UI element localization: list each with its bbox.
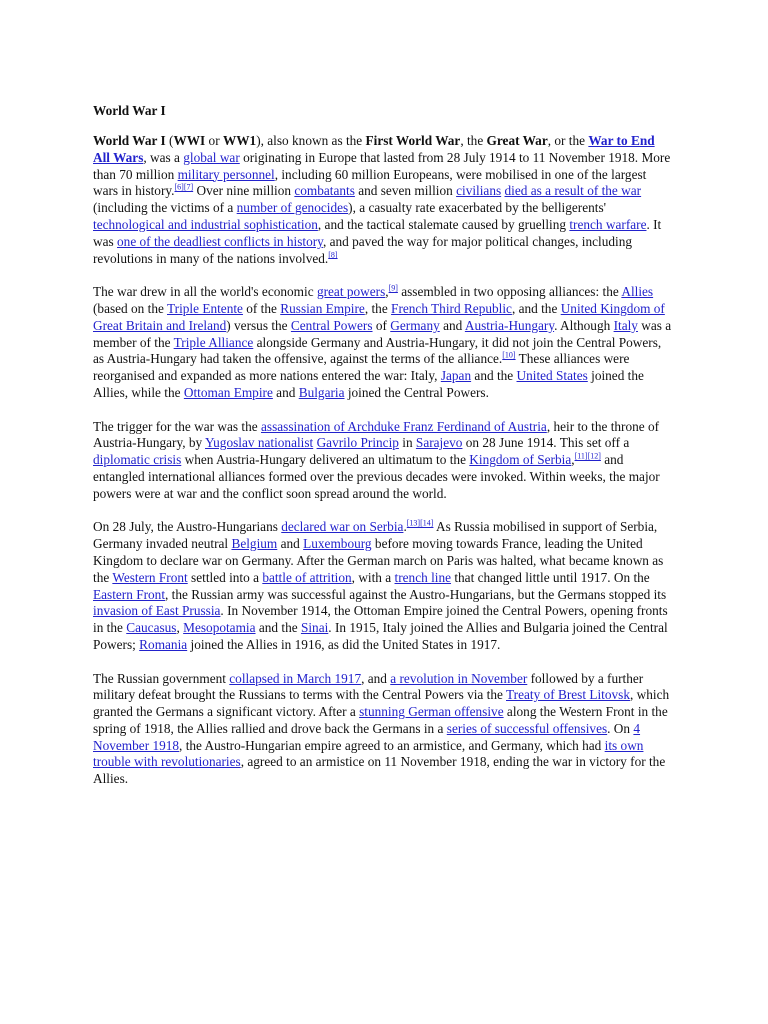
article-link[interactable]: trench warfare xyxy=(569,216,647,232)
text-run: . In November 1914, the Ottoman Empire joined the Central Powers, opening fronts in the xyxy=(93,603,668,636)
article-link[interactable]: stunning German offensive xyxy=(359,704,504,720)
text-run: assembled in two opposing alliances: the xyxy=(397,284,622,300)
text-run: On 28 July, the Austro-Hungarians xyxy=(93,519,282,535)
text-run: ), also known as the xyxy=(256,133,366,148)
text-run: , and the xyxy=(511,300,561,316)
article-link[interactable]: great powers xyxy=(316,284,386,300)
citation-ref xyxy=(575,452,601,461)
article-link[interactable]: Kingdom of Serbia xyxy=(469,452,572,468)
article-link[interactable]: Austria-Hungary xyxy=(464,317,555,333)
text-run: , heir to the throne of Austria-Hungary, by xyxy=(93,418,660,451)
article-link[interactable]: assassination of Archduke Franz Ferdinand of Austria xyxy=(261,418,547,434)
text-run: and xyxy=(277,536,304,552)
text-run: , and paved the way for major political changes, including revolutions in many of the nations involved. xyxy=(93,233,633,266)
bold-term: World War I xyxy=(93,133,166,148)
text-run: and xyxy=(439,317,465,333)
article-link[interactable]: 4 November 1918 xyxy=(93,720,641,753)
article-link[interactable]: Treaty of Brest Litovsk xyxy=(506,687,630,703)
article-link[interactable]: Bulgaria xyxy=(298,384,345,400)
bold-term: First World War xyxy=(365,133,461,148)
article-link[interactable]: Ottoman Empire xyxy=(183,384,273,400)
citation-link[interactable]: [8] xyxy=(328,250,338,260)
article-link[interactable]: military personnel xyxy=(177,166,275,182)
article-link[interactable]: its own trouble with revolutionaries xyxy=(93,737,644,770)
article-link[interactable]: French Third Republic xyxy=(391,300,512,316)
article-link[interactable]: Allies xyxy=(621,284,654,300)
article-link[interactable]: Mesopotamia xyxy=(183,620,256,636)
text-run: , the xyxy=(460,133,487,148)
article-link[interactable]: technological and industrial sophistication xyxy=(93,216,318,232)
article-link[interactable]: Western Front xyxy=(112,569,188,585)
text-run: and the xyxy=(255,620,301,636)
article-link[interactable]: combatants xyxy=(294,183,355,199)
text-run: settled into a xyxy=(187,569,263,585)
article-link[interactable]: Central Powers xyxy=(290,317,373,333)
text-run: and xyxy=(272,384,299,400)
text-run: , the Russian army was successful against the Austro-Hungarians, but the Germans stopped its xyxy=(165,586,667,602)
article-link[interactable]: Sarajevo xyxy=(415,435,463,451)
text-run: , which granted the Germans a significant victory. After a xyxy=(93,687,670,720)
text-run: As Russia mobilised in support of Serbia, Germany invaded neutral xyxy=(93,519,658,552)
article-link[interactable]: United Kingdom of Great Britain and Ireland xyxy=(93,300,665,333)
citation-link[interactable]: [10] xyxy=(502,350,516,360)
text-run: joined the Central Powers. xyxy=(344,384,489,400)
article-link[interactable]: Romania xyxy=(139,636,188,652)
article-link[interactable]: War to End All Wars xyxy=(93,133,655,165)
text-run: of xyxy=(372,317,391,333)
text-run: (based on the xyxy=(93,300,167,316)
article-link[interactable]: died as a result of the war xyxy=(504,183,642,199)
document-body xyxy=(93,133,673,788)
article-link[interactable]: Luxembourg xyxy=(303,536,372,552)
text-run: when Austria-Hungary delivered an ultimatum to the xyxy=(181,452,470,468)
article-link[interactable]: Italy xyxy=(613,317,638,333)
article-link[interactable]: a revolution in November xyxy=(390,670,528,686)
text-run: followed by a further military defeat brought the Russians to terms with the Central Powers via the xyxy=(93,670,644,703)
text-run: originating in Europe that lasted from 28 July 1914 to 11 November 1918. More than 70 million xyxy=(93,149,671,182)
text-run: or xyxy=(205,133,223,148)
article-link[interactable]: Japan xyxy=(440,368,472,384)
text-run: , xyxy=(571,452,575,468)
article-link[interactable]: declared war on Serbia xyxy=(281,519,404,535)
bold-term: Great War xyxy=(486,133,548,148)
article-link[interactable]: trench line xyxy=(394,569,452,585)
text-run: in xyxy=(398,435,416,451)
article-link[interactable]: Caucasus xyxy=(126,620,177,636)
article-link[interactable]: number of genocides xyxy=(236,200,349,216)
text-run: , and xyxy=(361,670,391,686)
text-run: along the Western Front in the spring of 1918, the Allies rallied and drove back the Germans in a xyxy=(93,704,668,736)
article-link[interactable]: Sinai xyxy=(300,620,329,636)
text-run: and entangled international alliances formed over the previous decades were invoked. Within weeks, the major powers were at war and the conflict soon spread around the world. xyxy=(93,452,660,501)
text-run: was a member of the xyxy=(93,317,672,350)
text-run: ( xyxy=(165,133,174,148)
text-run: before moving towards France, leading the United Kingdom to declare war on Germany. After the German march on Paris was halted, what became known as the xyxy=(93,536,664,585)
text-run: , xyxy=(385,284,389,300)
text-run: , including 60 million Europeans, were mobilised in one of the largest wars in history. xyxy=(93,166,647,199)
article-link[interactable]: Eastern Front xyxy=(93,586,166,602)
article-link[interactable]: Russian Empire xyxy=(280,300,365,316)
text-run: , the Austro-Hungarian empire agreed to an armistice, and Germany, which had xyxy=(179,737,605,753)
text-run: The trigger for the war was the xyxy=(93,418,261,434)
bold-term: WWI xyxy=(173,133,206,148)
text-run: These alliances were reorganised and expanded as more nations entered the war: Italy, xyxy=(93,351,630,384)
text-run: The war drew in all the world's economic xyxy=(93,284,317,300)
paragraph-3 xyxy=(93,419,673,503)
text-run: on 28 June 1914. This set off a xyxy=(462,435,630,451)
text-run: , and the tactical stalemate caused by gruelling xyxy=(317,216,570,232)
text-run: , xyxy=(176,620,184,636)
article-link[interactable]: Gavrilo Princip xyxy=(316,435,399,451)
text-run: (including the victims of a xyxy=(93,200,237,216)
article-link[interactable]: civilians xyxy=(456,183,502,199)
text-run: . xyxy=(403,519,407,535)
citation-ref xyxy=(328,250,337,259)
text-run: that changed little until 1917. On the xyxy=(451,569,650,585)
text-run: The Russian government xyxy=(93,670,230,686)
article-link[interactable]: Germany xyxy=(390,317,440,333)
citation-ref xyxy=(407,519,434,528)
paragraph-2 xyxy=(93,284,673,402)
text-run: and seven million xyxy=(354,183,457,199)
text-run: alongside Germany and Austria-Hungary, it did not join the Central Powers, as Austria-Hungary had taken the offensive, against the terms of the alliance. xyxy=(93,334,662,367)
text-run: , the xyxy=(364,300,392,316)
text-run: ) versus the xyxy=(226,317,291,333)
citation-ref xyxy=(389,284,398,293)
text-run: . In 1915, Italy joined the Allies and Bulgaria joined the Central Powers; xyxy=(93,620,668,652)
text-run: of the xyxy=(242,300,281,316)
article-link[interactable]: battle of attrition xyxy=(262,569,352,585)
text-run: , was a xyxy=(143,149,184,165)
text-run: joined the Allies in 1916, as did the United States in 1917. xyxy=(187,636,501,652)
document-page xyxy=(93,102,673,805)
citation-link[interactable]: [13][14] xyxy=(406,518,434,528)
article-link[interactable]: Triple Alliance xyxy=(173,334,254,350)
article-link[interactable]: United States xyxy=(516,368,588,384)
document-title: World War I xyxy=(93,103,166,118)
text-run: , with a xyxy=(351,569,395,585)
citation-link[interactable]: [11][12] xyxy=(574,451,601,461)
paragraph-4 xyxy=(93,519,673,653)
article-link[interactable]: collapsed in March 1917 xyxy=(229,670,362,686)
text-run: . It was xyxy=(93,216,662,249)
citation-ref xyxy=(175,183,194,192)
bold-term: WW1 xyxy=(222,133,257,148)
article-link[interactable]: global war xyxy=(183,149,240,165)
article-link[interactable]: one of the deadliest conflicts in history xyxy=(117,233,323,249)
citation-link[interactable]: [6][7] xyxy=(174,182,194,192)
article-link[interactable]: Yugoslav nationalist xyxy=(205,435,314,451)
paragraph-1 xyxy=(93,133,673,267)
text-run: . On xyxy=(607,720,634,736)
text-run: joined the Allies, while the xyxy=(93,368,644,400)
text-run: , or the xyxy=(547,133,589,148)
article-link[interactable]: Triple Entente xyxy=(166,300,243,316)
article-link[interactable]: series of successful offensives xyxy=(446,720,608,736)
text-run: and the xyxy=(471,368,517,384)
paragraph-5 xyxy=(93,671,673,789)
text-run: ), a casualty rate exacerbated by the belligerents' xyxy=(348,200,607,216)
citation-ref xyxy=(502,351,515,360)
text-run: , agreed to an armistice on 11 November 1918, ending the war in victory for the Allies. xyxy=(93,754,666,787)
text-run: Over nine million xyxy=(193,183,295,199)
article-link[interactable]: invasion of East Prussia xyxy=(93,603,221,619)
article-link[interactable]: Belgium xyxy=(231,536,278,552)
text-run: . Although xyxy=(554,317,614,333)
citation-link[interactable]: [9] xyxy=(388,283,398,293)
article-link[interactable]: diplomatic crisis xyxy=(93,452,182,468)
